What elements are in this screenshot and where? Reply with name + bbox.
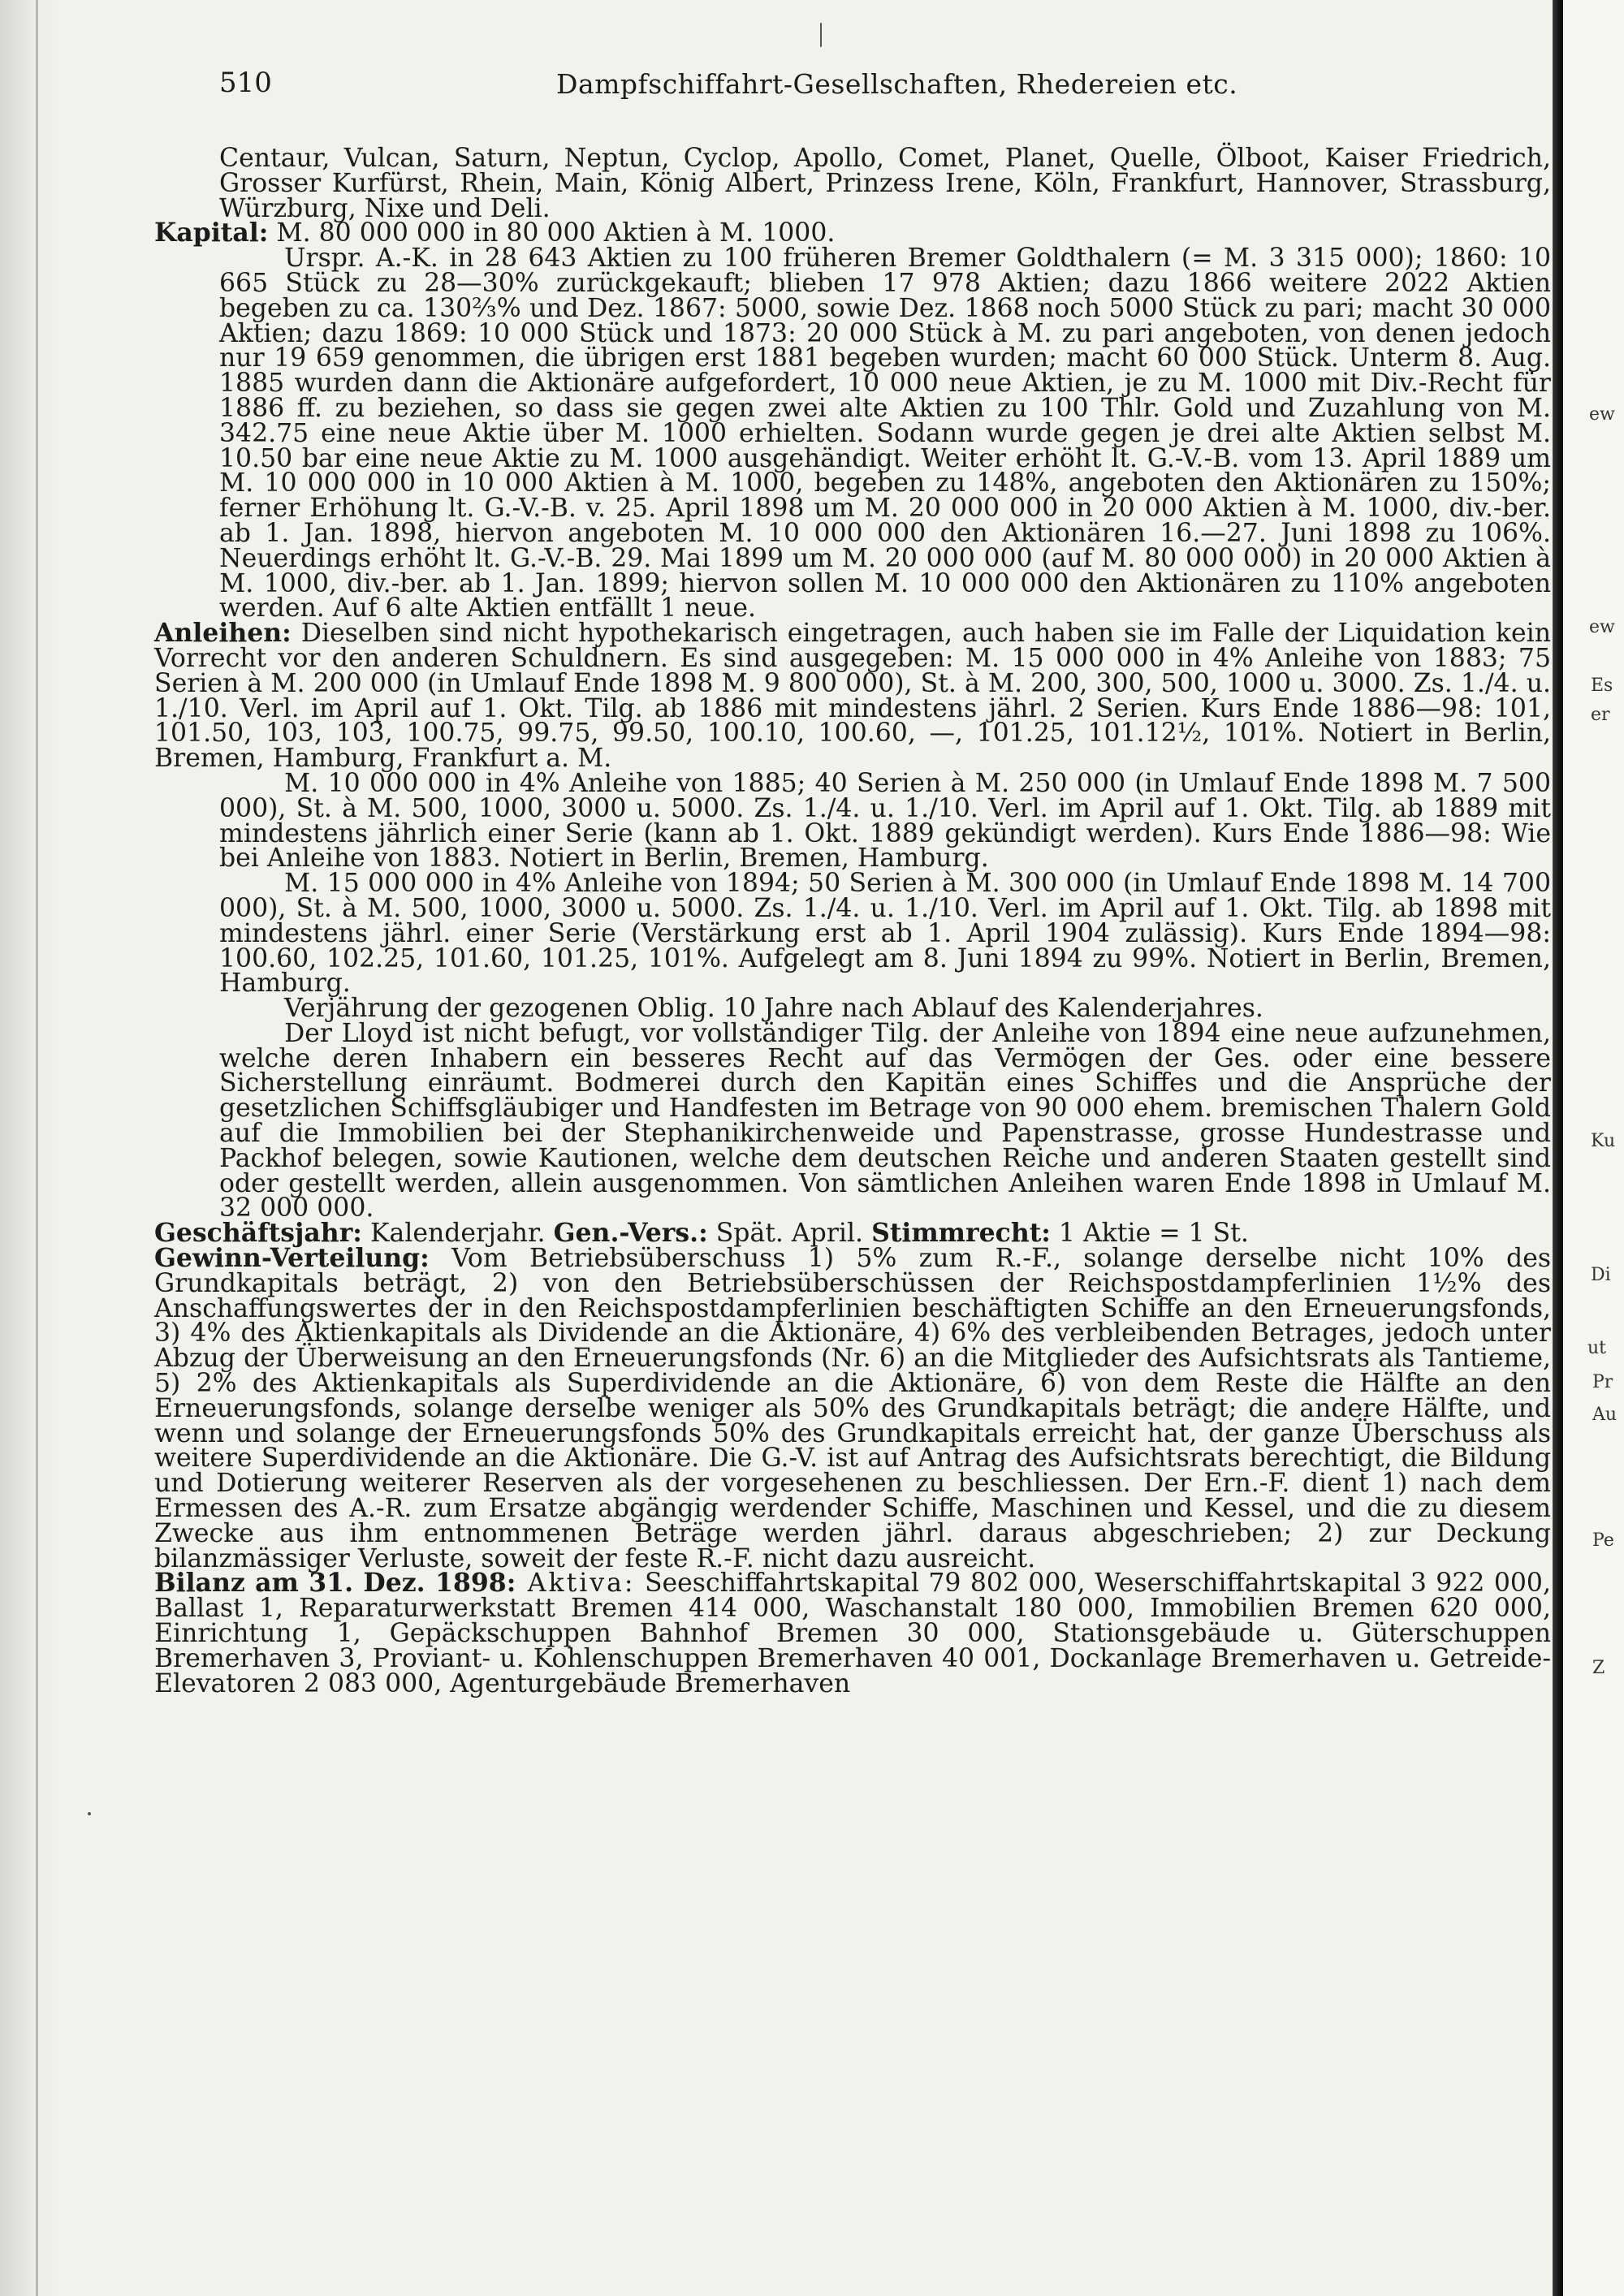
- print-mark: [820, 23, 822, 47]
- margin-fragment: Es: [1591, 675, 1613, 696]
- margin-fragment: ew: [1589, 617, 1615, 637]
- margin-fragment: Pr: [1592, 1372, 1613, 1392]
- print-speck: [88, 1812, 91, 1815]
- bilanz-section: [154, 1568, 1551, 1698]
- lloyd-text: Der Lloyd ist nicht befugt, vor vollständiger Tilg. der Anleihe von 1894 eine neue aufzunehmen, welche deren Inhabern ein besseres Recht auf das Vermögen der Ges. oder eine bessere Sicherstellung einräumt. Bodmerei durch den Kapitän eines Schiffes und die Ansprüche der gesetzlichen Schiffsgläubiger und Handfesten im Betrage von 90 000 ehem. bremischen Thalern Gold auf die Immobilien bei der Stephanikirchenweide und Papenstrasse, grosse Hundestrasse und Packhof belegen, sowie Kautionen, welche dem deutschen Reiche und anderen Staaten gestellt sind oder gestellt werden, allein ausgenommen. Von sämtlichen Anleihen waren Ende 1898 in Umlauf M. 32 000 000.: [219, 1018, 1551, 1224]
- margin-fragment: Z: [1592, 1658, 1605, 1678]
- fleet-list-paragraph: [219, 146, 1551, 221]
- adjacent-page-margin: [1563, 0, 1624, 2296]
- margin-fragment: ut: [1587, 1338, 1607, 1358]
- anleihe-1894-paragraph: [219, 869, 1551, 999]
- anleihen-section: [154, 618, 1551, 774]
- book-page: [154, 67, 1551, 1698]
- verjaehrung-paragraph: [219, 994, 1551, 1024]
- margin-fragment: Au: [1592, 1405, 1618, 1425]
- verjaehrung-text: Verjährung der gezogenen Oblig. 10 Jahre nach Ablauf des Kalenderjahres.: [284, 994, 1263, 1024]
- geschaeftsjahr-label: Geschäftsjahr:: [154, 1218, 362, 1249]
- margin-fragment: Di: [1591, 1265, 1611, 1285]
- genvers-text: Spät. April.: [707, 1219, 872, 1249]
- genvers-label: Gen.-Vers.:: [553, 1218, 708, 1249]
- anleihe-1885-paragraph: [219, 768, 1551, 874]
- anleihen-text: Dieselben sind nicht hypothekarisch eingetragen, auch haben sie im Falle der Liquidation kein Vorrecht vor den anderen Schuldnern. Es sind ausgegeben: M. 15 000 000 in 4% Anleihe von 1883; 75 Serien à M. 200 000 (in Umlauf Ende 1898 M. 9 800 000), St. à M. 200, 300, 500, 1000 u. 3000. Zs. 1./4. u. 1./10. Verl. im April auf 1. Okt. Tilg. ab 1886 mit mindestens jährl. 2 Serien. Kurs Ende 1886—98: 101, 101.50, 103, 103, 100.75, 99.75, 99.50, 100.10, 100.60, —, 101.25, 101.12½, 101%. Notiert in Berlin, Bremen, Hamburg, Frankfurt a. M.: [154, 619, 1551, 774]
- page-header: [219, 67, 1551, 112]
- bilanz-label: Bilanz am 31. Dez. 1898:: [154, 1568, 516, 1599]
- stimmrecht-text: 1 Aktie = 1 St.: [1050, 1219, 1249, 1249]
- lloyd-paragraph: [219, 1018, 1551, 1224]
- kapital-history-text: Urspr. A.-K. in 28 643 Aktien zu 100 früheren Bremer Goldthalern (= M. 3 315 000); 1860: 10 665 Stück zu 28—30% zurückgekauft; blieben 17 978 Aktien; dazu 1866 weitere 2022 Aktien begeben zu ca. 130⅔% und Dez. 1867: 5000, sowie Dez. 1868 noch 5000 Stück zu pari; macht 30 000 Aktien; dazu 1869: 10 000 Stück und 1873: 20 000 Stück à M. zu pari angeboten, von denen jedoch nur 19 659 genommen, die übrigen erst 1881 begeben wurden; macht 60 000 Stück. Unterm 8. Aug. 1885 wurden dann die Aktionäre aufgefordert, 10 000 neue Aktien, je zu M. 1000 mit Div.-Recht für 1886 ff. zu beziehen, so dass sie gegen zwei alte Aktien zu 100 Thlr. Gold und Zuzahlung von M. 342.75 eine neue Aktie über M. 1000 erhielten. Sodann wurde gegen je drei alte Aktien selbst M. 10.50 bar eine neue Aktie zu M. 1000 ausgehändigt. Weiter erhöht lt. G.-V.-B. vom 13. April 1889 um M. 10 000 000 in 10 000 Aktien à M. 1000, begeben zu 148%, angeboten den Aktionären zu 150%; ferner Erhöhung lt. G.-V.-B. v. 25. April 1898 um M. 20 000 000 in 20 000 Aktien à M. 1000, div.-ber. ab 1. Jan. 1898, hiervon angeboten M. 10 000 000 den Aktionären 16.—27. Juni 1898 zu 106%. Neuerdings erhöht lt. G.-V.-B. 29. Mai 1899 um M. 20 000 000 (auf M. 80 000 000) in 20 000 Aktien à M. 1000, div.-ber. ab 1. Jan. 1899; hiervon sollen M. 10 000 000 den Aktionären zu 110% angeboten werden. Auf 6 alte Aktien entfällt 1 neue.: [219, 244, 1551, 624]
- margin-fragment: Pe: [1592, 1530, 1614, 1551]
- kapital-history-paragraph: [219, 244, 1551, 624]
- book-binding-shadow: [0, 0, 57, 2296]
- bilanz-text: Seeschiffahrtskapital 79 802 000, Weserschiffahrtskapital 3 922 000, Ballast 1, Reparaturwerkstatt Bremen 414 000, Waschanstalt 180 000, Immobilien Bremen 620 000, Einrichtung 1, Gepäckschuppen Bahnhof Bremen 30 000, Stationsgebäude u. Güterschuppen Bremerhaven 3, Proviant- u. Kohlenschuppen Bremerhaven 40 001, Dockanlage Bremerhaven u. Getreide-Elevatoren 2 083 000, Agenturgebäude Bremerhaven: [154, 1569, 1551, 1698]
- fleet-list-text: Centaur, Vulcan, Saturn, Neptun, Cyclop, Apollo, Comet, Planet, Quelle, Ölboot, Kaiser Friedrich, Grosser Kurfürst, Rhein, Main, König Albert, Prinzess Irene, Köln, Frankfurt, Hannover, Strassburg, Würzburg, Nixe und Deli.: [219, 144, 1551, 223]
- main-text: [154, 144, 1551, 1698]
- kapital-section: [154, 218, 1551, 248]
- kapital-text: M. 80 000 000 in 80 000 Aktien à M. 1000.: [268, 218, 836, 248]
- binding-fold-line: [36, 0, 38, 2296]
- bilanz-aktiva-label: Aktiva:: [516, 1569, 636, 1599]
- gewinn-verteilung-text: Vom Betriebsüberschuss 1) 5% zum R.-F., solange derselbe nicht 10% des Grundkapitals beträgt, 2) von den Betriebsüberschüssen der Reichspostdampferlinien 1½% des Anschaffungswertes der in den Reichspostdampferlinien beschäftigten Schiffe an den Erneuerungsfonds, 3) 4% des Aktienkapitals als Dividende an die Aktionäre, 4) 6% des verbleibenden Betrages, jedoch unter Abzug der Überweisung an den Erneuerungsfonds (Nr. 6) an die Mitglieder des Aufsichtsrats als Tantieme, 5) 2% des Aktienkapitals als Superdividende an die Aktionäre, 6) von dem Reste die Hälfte an den Erneuerungsfonds, solange derselbe weniger als 50% des Grundkapitals beträgt; die andere Hälfte, und wenn und solange der Erneuerungsfonds 50% des Grundkapitals erreicht hat, der ganze Überschuss als weitere Superdividende an die Aktionäre. Die G.-V. ist auf Antrag des Aufsichtsrats berechtigt, die Bildung und Dotierung weiterer Reserven als der vorgesehenen zu beschliessen. Der Ern.-F. dient 1) nach dem Ermessen des A.-R. zum Ersatze abgängig werdender Schiffe, Maschinen und Kessel, und die zu diesem Zwecke aus ihm entnommenen Beträge werden jährl. daraus abgeschrieben; 2) zur Deckung bilanzmässiger Verluste, soweit der feste R.-F. nicht dazu ausreicht.: [154, 1244, 1551, 1573]
- margin-fragment: ew: [1589, 404, 1615, 425]
- margin-fragment: Ku: [1591, 1131, 1616, 1151]
- anleihen-label: Anleihen:: [154, 618, 292, 649]
- geschaeftsjahr-text: Kalenderjahr.: [361, 1219, 554, 1249]
- margin-fragment: er: [1591, 705, 1610, 725]
- running-title: Dampfschiffahrt-Gesellschaften, Rhedereien etc.: [556, 68, 1238, 100]
- anleihe-1894-text: M. 15 000 000 in 4% Anleihe von 1894; 50 Serien à M. 300 000 (in Umlauf Ende 1898 M. 14 700 000), St. à M. 500, 1000, 3000 u. 5000. Zs. 1./4. u. 1./10. Verl. im April auf 1. Okt. Tilg. ab 1898 mit mindestens jährl. einer Serie (Verstärkung erst ab 1. April 1904 zulässig). Kurs Ende 1894—98: 100.60, 102.25, 101.60, 101.25, 101%. Aufgelegt am 8. Juni 1894 zu 99%. Notiert in Berlin, Bremen, Hamburg.: [219, 869, 1551, 999]
- stimmrecht-label: Stimmrecht:: [871, 1218, 1051, 1249]
- gewinn-verteilung-label: Gewinn-Verteilung:: [154, 1243, 430, 1274]
- page-number: 510: [219, 67, 272, 99]
- gewinn-verteilung-section: [154, 1243, 1551, 1573]
- anleihe-1885-text: M. 10 000 000 in 4% Anleihe von 1885; 40 Serien à M. 250 000 (in Umlauf Ende 1898 M. 7 500 000), St. à M. 500, 1000, 3000 u. 5000. Zs. 1./4. u. 1./10. Verl. im April auf 1. Okt. Tilg. ab 1889 mit mindestens jährlich einer Serie (kann ab 1. Okt. 1889 gekündigt werden). Kurs Ende 1886—98: Wie bei Anleihe von 1883. Notiert in Berlin, Bremen, Hamburg.: [219, 768, 1551, 874]
- kapital-label: Kapital:: [154, 218, 269, 248]
